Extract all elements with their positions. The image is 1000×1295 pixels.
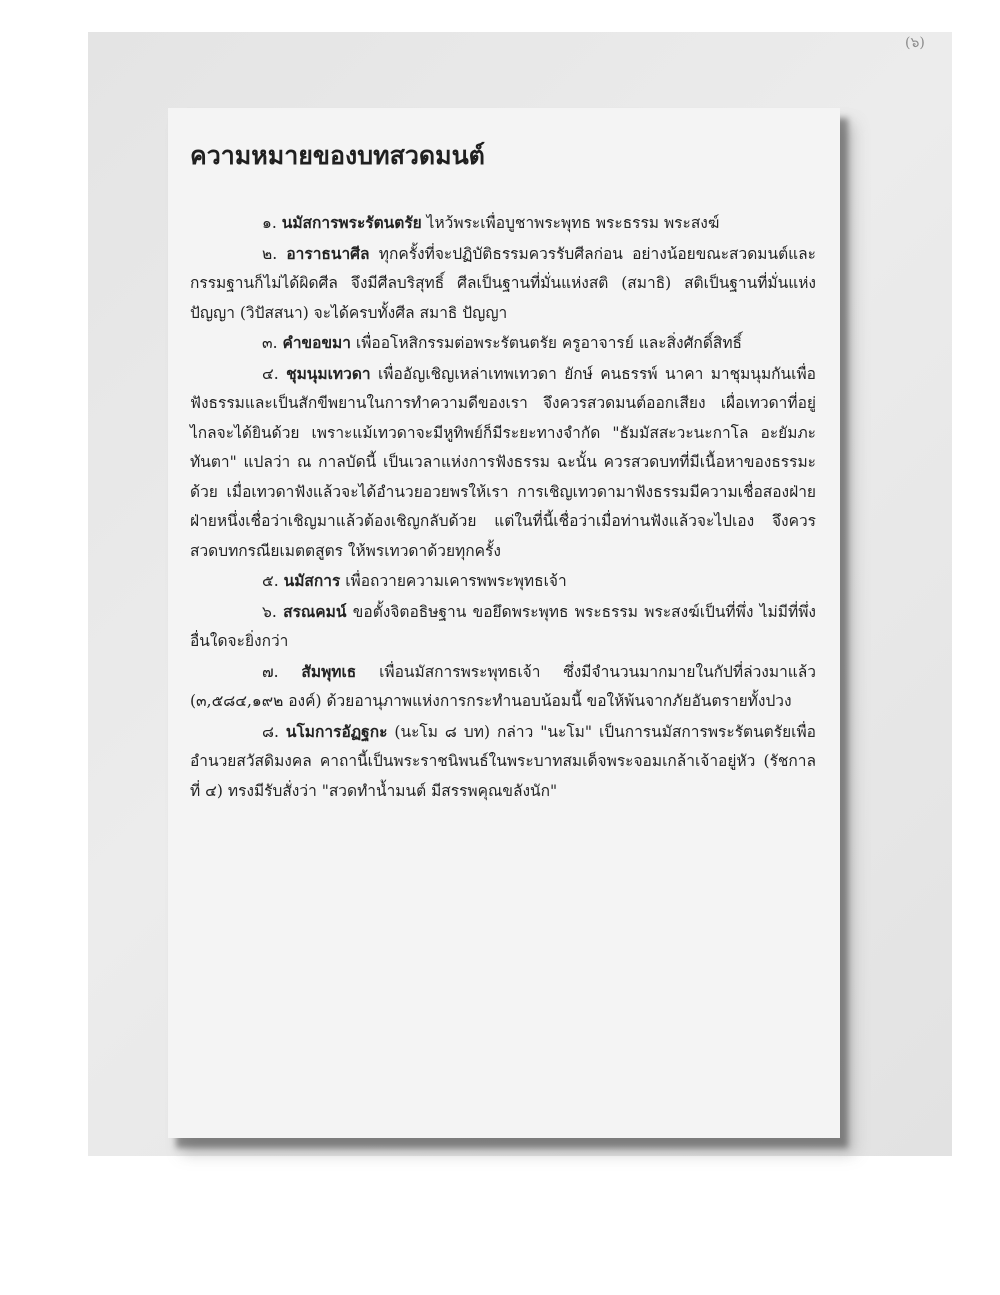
- paragraph-text: ขอตั้งจิตอธิษฐาน ขอยึดพระพุทธ พระธรรม พระสงฆ์เป็นที่พึ่ง ไม่มีที่พึ่งอื่นใดจะยิ่งกว่า: [190, 602, 816, 650]
- paragraph-5: [190, 566, 816, 597]
- paragraph-3: [190, 328, 816, 359]
- paragraph-text: เพื่ออโหสิกรรมต่อพระรัตนตรัย ครูอาจารย์ และสิ่งศักดิ์สิทธิ์: [355, 334, 743, 352]
- paragraph-text: ทุกครั้งที่จะปฏิบัติธรรมควรรับศีลก่อน อย่างน้อยขณะสวดมนต์และกรรมฐานก็ไม่ได้ผิดศีล จึงมีศีลบริสุทธิ์ ศีลเป็นฐานที่มั่นแห่งสติ (สมาธิ) สติเป็นฐานที่มั่นแห่งปัญญา (วิปัสสนา) จะได้ครบทั้งศีล สมาธิ ปัญญา: [190, 244, 816, 322]
- page-number-mark: (๖): [905, 35, 925, 51]
- paragraph-number: ๗.: [262, 662, 279, 681]
- document-page: [168, 108, 840, 1138]
- paragraph-8: [190, 717, 816, 807]
- paragraph-heading: สัมพุทเธ: [301, 661, 357, 681]
- page-title: ความหมายของบทสวดมนต์: [190, 141, 485, 170]
- paragraph-number: ๓.: [262, 334, 278, 352]
- paragraph-number: ๕.: [262, 572, 279, 590]
- paragraph-heading: ชุมนุมเทวดา: [286, 363, 371, 383]
- paragraph-text: (นะโม ๘ บท) กล่าว "นะโม" เป็นการนมัสการพระรัตนตรัยเพื่ออำนวยสวัสดิมงคล คาถานี้เป็นพระราชนิพนธ์ในพระบาทสมเด็จพระจอมเกล้าเจ้าอยู่หัว (รัชกาลที่ ๔) ทรงมีรับสั่งว่า "สวดทำน้ำมนต์ มีสรรพคุณขลังนัก": [190, 722, 816, 800]
- paragraph-number: ๘.: [262, 722, 279, 741]
- paragraph-number: ๑.: [262, 214, 277, 232]
- paragraph-heading: นมัสการพระรัตนตรัย: [281, 213, 422, 232]
- paragraph-2: [190, 239, 816, 329]
- paragraph-4: [190, 359, 816, 567]
- paragraph-text: ไหว้พระเพื่อบูชาพระพุทธ พระธรรม พระสงฆ์: [426, 214, 720, 232]
- paragraph-text: เพื่อนมัสการพระพุทธเจ้า ซึ่งมีจำนวนมากมายในกัปที่ล่วงมาแล้ว (๓,๕๘๔,๑๙๒ องค์) ด้วยอานุภาพแห่งการกระทำนอบน้อมนี้ ขอให้พ้นจากภัยอันตรายทั้งปวง: [190, 662, 816, 710]
- paragraph-7: [190, 657, 816, 717]
- paragraph-heading: นโมการอัฏฐกะ: [285, 721, 388, 741]
- paragraph-heading: คำขอขมา: [282, 333, 351, 352]
- paragraph-heading: สรณคมน์: [283, 601, 347, 621]
- paragraph-text: เพื่ออัญเชิญเหล่าเทพเทวดา ยักษ์ คนธรรพ์ นาคา มาชุมนุมกันเพื่อฟังธรรมและเป็นสักขีพยานในการทำความดีของเรา จึงควรสวดมนต์ออกเสียง เผื่อเทวดาที่อยู่ไกลจะได้ยินด้วย เพราะแม้เทวดาจะมีหูทิพย์ก็มีระยะทางจำกัด "ธัมมัสสะวะนะกาโล อะยัมภะทันตา" แปลว่า ณ กาลบัดนี้ เป็นเวลาแห่งการฟังธรรม ฉะนั้น ควรสวดบทที่มีเนื้อหาของธรรมะด้วย เมื่อเทวดาฟังแล้วจะได้อำนวยอวยพรให้เรา การเชิญเทวดามาฟังธรรมมีความเชื่อสองฝ่าย ฝ่ายหนึ่งเชื่อว่าเชิญมาแล้วต้องเชิญกลับด้วย แต่ในที่นี้เชื่อว่าเมื่อท่านฟังแล้วจะไปเอง จึงควรสวดบทกรณียเมตตสูตร ให้พรเทวดาด้วยทุกครั้ง: [190, 364, 816, 560]
- paragraph-number: ๒.: [262, 244, 278, 263]
- paragraph-6: [190, 597, 816, 657]
- paragraph-1: [190, 208, 816, 239]
- paragraph-text: เพื่อถวายความเคารพพระพุทธเจ้า: [345, 572, 567, 590]
- paragraph-number: ๔.: [262, 364, 279, 383]
- document-body: [190, 208, 816, 806]
- paragraph-number: ๖.: [262, 602, 277, 621]
- paragraph-heading: อาราธนาศีล: [286, 243, 370, 263]
- paragraph-heading: นมัสการ: [283, 571, 341, 590]
